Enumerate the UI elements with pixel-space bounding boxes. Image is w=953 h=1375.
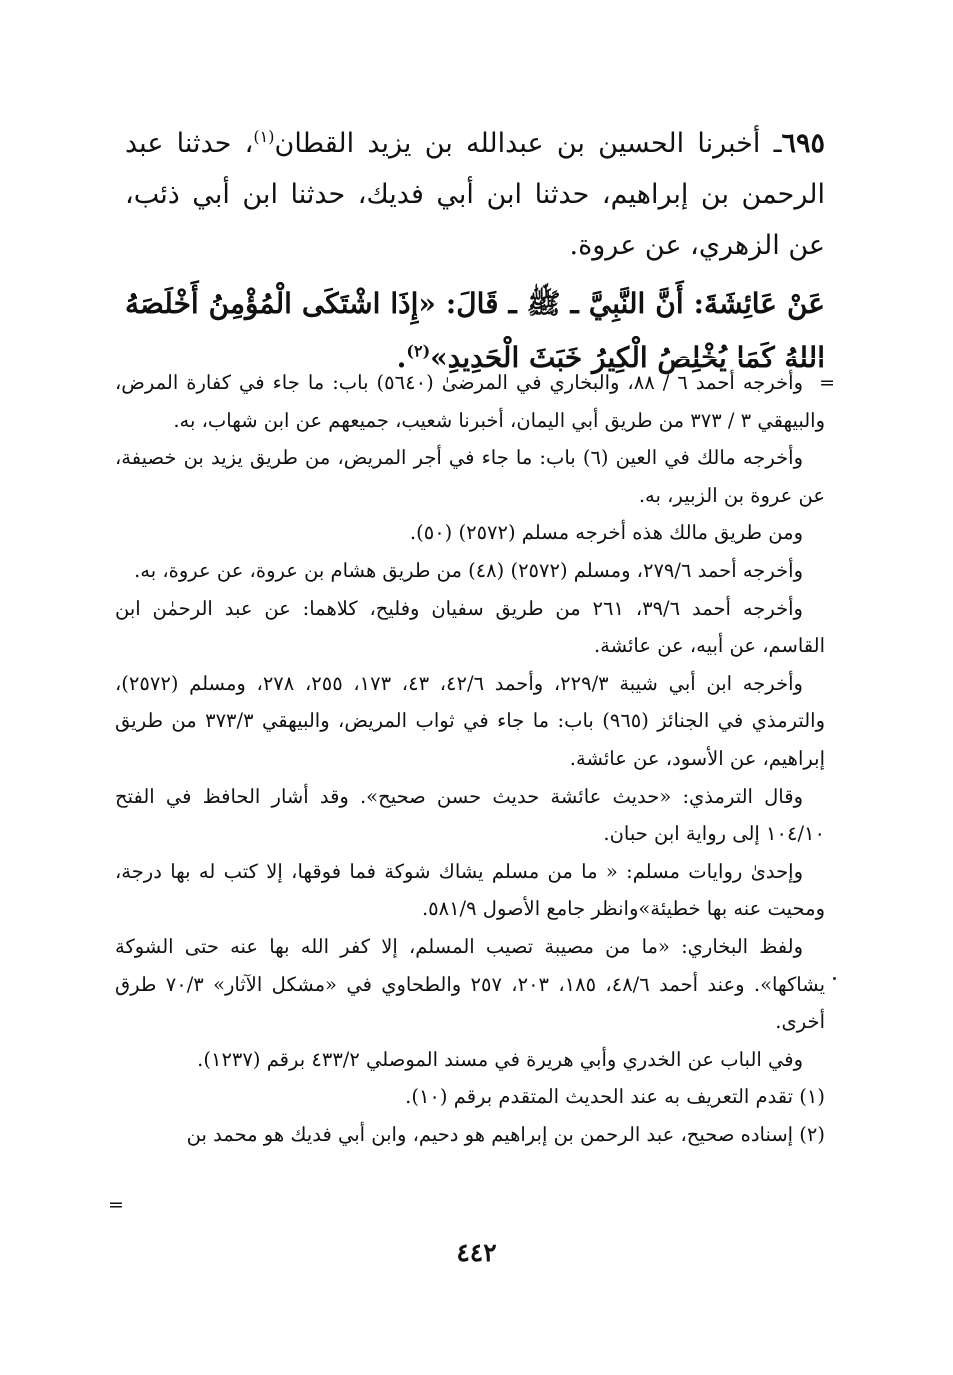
note-paragraph: وإحدىٰ روايات مسلم: « ما من مسلم يشاك شوكة فما فوقها، إلا كتب له بها درجة، ومحيت عنه بها خطيئة»وانظر جامع الأصول ٥٨١/٩. (115, 859, 825, 921)
note-paragraph: وأخرجه أحمد ٦ / ٨٨، والبخاري في المرضىٰ (٥٦٤٠) باب: ما جاء في كفارة المرض، والبيهقي ٣ / ٣٧٣ من طريق أبي اليمان، أخبرنا شعيب، جميعهم عن ابن شهاب، به. (115, 371, 825, 432)
footnote-ref-2: (٢) (406, 341, 431, 361)
hadith-block (125, 118, 825, 385)
note-paragraph: وأخرجه ابن أبي شيبة ٢٢٩/٣، وأحمد ٤٢/٦، ٤٣، ١٧٣، ٢٥٥، ٢٧٨، ومسلم (٢٥٧٢)، والترمذي في الجنائز (٩٦٥) باب: ما جاء في ثواب المريض، والبيهقي ٣٧٣/٣ من طريق إبراهيم، عن الأسود، عن عائشة. (115, 671, 826, 770)
page-number: ٤٤٢ (456, 1238, 497, 1267)
isnad-part-2: ، حدثنا عبد الرحمن بن إبراهيم، حدثنا ابن أبي فديك، حدثنا ابن أبي ذئب، عن الزهري، عن عروة. (125, 128, 825, 261)
note-paragraph: وقال الترمذي: «حديث عائشة حديث حسن صحيح». وقد أشار الحافظ في الفتح ١٠٤/١٠ إلى رواية ابن حبان. (115, 784, 825, 846)
note-paragraph: وفي الباب عن الخدري وأبي هريرة في مسند الموصلي ٤٣٣/٢ برقم (١٢٣٧). (197, 1047, 803, 1071)
note-paragraph: وأخرجه أحمد ٣٩/٦، ٢٦١ من طريق سفيان وفليح، كلاهما: عن عبد الرحمٰن ابن القاسم، عن أبيه، عن عائشة. (115, 596, 825, 658)
separator-rule (675, 358, 825, 359)
matn-end: . (396, 341, 407, 374)
continuation-mark-top: = (819, 372, 835, 394)
notes-block (115, 364, 825, 1153)
note-paragraph: وأخرجه مالك في العين (٦) باب: ما جاء في أجر المريض، من طريق يزيد بن خصيفة، عن عروة بن الزبير، به. (115, 446, 825, 507)
note-paragraph: ولفظ البخاري: «ما من مصيبة تصيب المسلم، إلا كفر الله بها عنه حتى الشوكة يشاكها». وعند أحمد ٤٨/٦، ١٨٥، ٢٠٣، ٢٥٧ والطحاوي في «مشكل الآثار» ٧٠/٣ طرق أخرى. (115, 934, 825, 1034)
scan-speck (833, 977, 836, 980)
hadith-number: ٦٩٥ (781, 128, 826, 159)
continuation-mark-bottom: = (108, 1194, 124, 1216)
note-paragraph: ومن طريق مالك هذه أخرجه مسلم (٢٥٧٢) (٥٠). (409, 521, 803, 545)
footnote-1: (١) تقدم التعريف به عند الحديث المتقدم برقم (١٠). (405, 1085, 825, 1109)
isnad-part-1: ـ أخبرنا الحسين بن عبدالله بن يزيد القطان (274, 128, 782, 159)
hadith-isnad (125, 118, 825, 271)
footnote-ref-1: (١) (253, 127, 275, 146)
footnote-2: (٢) إسناده صحيح، عبد الرحمن بن إبراهيم هو دحيم، وابن أبي فديك هو محمد بن (186, 1122, 825, 1146)
matn-text: عَنْ عَائِشَةَ: أَنَّ النَّبِيَّ ـ ﷺ ـ قَالَ: «إِذَا اشْتَكَى الْمُؤْمِنُ أَخْلَصَهُ اللهُ كَمَا يُخْلِصُ الْكِيرُ خَبَثَ الْحَدِيدِ» (125, 287, 825, 374)
note-paragraph: وأخرجه أحمد ٢٧٩/٦، ومسلم (٢٥٧٢) (٤٨) من طريق هشام بن عروة، عن عروة، به. (134, 558, 803, 582)
